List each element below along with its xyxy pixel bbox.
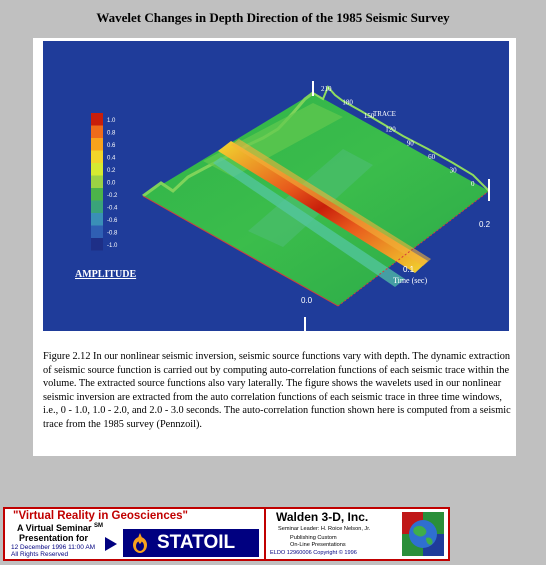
company-name: Walden 3-D, Inc. <box>276 510 369 524</box>
online-line: On-Line Presentations <box>290 542 346 548</box>
vr-title: "Virtual Reality in Geosciences" <box>13 510 188 522</box>
seminar-banner <box>3 507 450 561</box>
colorbar-tick-label: 0.2 <box>107 168 116 174</box>
statoil-logo[interactable] <box>123 529 259 557</box>
colorbar-swatch <box>91 163 103 176</box>
content-panel <box>33 38 516 456</box>
colorbar <box>91 113 118 251</box>
colorbar-swatch <box>91 113 103 126</box>
figure-caption <box>43 350 513 432</box>
sponsor-name: STATOIL <box>157 532 236 553</box>
trace-tick-label: 30 <box>449 166 457 175</box>
wavelet-3d-figure <box>43 41 509 331</box>
banner-right <box>266 509 448 559</box>
colorbar-tick-label: -0.4 <box>107 205 118 212</box>
colorbar-tick-label: -0.8 <box>107 230 118 237</box>
colorbar-tick-label: 0.6 <box>107 143 116 149</box>
copyright-line: ELDO 12960006 Copyright © 1996 <box>270 550 357 556</box>
wavelet-surface-plot <box>43 41 509 331</box>
trace-tick-label: 150 <box>363 112 375 121</box>
colorbar-tick-label: 0.8 <box>107 130 116 137</box>
colorbar-tick-label: -0.2 <box>107 193 118 199</box>
colorbar-swatch <box>91 151 103 164</box>
trace-tick-label: 180 <box>342 98 353 107</box>
time-tick-0-1: 0.1 <box>403 265 415 274</box>
colorbar-swatch <box>91 238 103 251</box>
trace-tick-label: 90 <box>406 139 414 148</box>
colorbar-tick-label: -1.0 <box>107 243 118 249</box>
caption-text: Figure 2.12 In our nonlinear seismic inversion, seismic source functions vary with depth. The dynamic extraction of seismic source function is carried out by computing auto-correlation functions of each seismic trace within the volume. The extracted source functions also vary laterally. The figure shows the wavelets used in our nonlinear seismic inversion are extracted from the auto correlation functions of each seismic trace in three time windows, i.e., 0 - 1.0, 1.0 - 2.0, and 2.0 - 3.0 seconds. The auto-correlation function shown here is computed from a seismic trace from the 1985 survey (Pennzoil). <box>43 351 511 430</box>
colorbar-swatch <box>91 201 103 214</box>
arrow-right-icon <box>105 537 117 551</box>
colorbar-swatch <box>91 188 103 201</box>
banner-left <box>5 509 266 559</box>
colorbar-tick-label: 0.0 <box>107 180 116 187</box>
seminar-label: A Virtual Seminar <box>17 523 92 533</box>
colorbar-tick-label: -0.6 <box>107 218 118 224</box>
colorbar-swatch <box>91 226 103 239</box>
seminar-date: 12 December 1996 11:00 AM <box>11 544 96 551</box>
colorbar-swatch <box>91 176 103 189</box>
publishing-line: Publishing Custom <box>290 535 337 541</box>
seminar-leader: Seminar Leader: H. Roice Nelson, Jr. <box>278 526 371 532</box>
amplitude-label: AMPLITUDE <box>75 269 137 280</box>
colorbar-swatch <box>91 138 103 151</box>
colorbar-swatch <box>91 213 103 226</box>
page-title: Wavelet Changes in Depth Direction of the 1985 Seismic Survey <box>96 10 450 25</box>
colorbar-tick-label: 0.4 <box>107 155 116 162</box>
presentation-for: Presentation for <box>19 533 89 543</box>
seminar-line <box>17 523 103 533</box>
flame-icon <box>132 533 148 553</box>
colorbar-swatch <box>91 126 103 139</box>
trace-tick-label: 60 <box>428 152 436 161</box>
time-tick-0-0: 0.0 <box>301 296 313 305</box>
time-tick-0-2: 0.2 <box>479 220 491 229</box>
trace-tick-label: 0 <box>471 180 475 188</box>
globe-logo-icon[interactable] <box>402 512 444 556</box>
time-axis-label: Time (sec) <box>393 276 428 285</box>
trace-tick-label: 120 <box>385 125 396 134</box>
trace-axis-label: TRACE <box>373 110 396 118</box>
rights: All Rights Reserved <box>11 551 69 558</box>
trace-tick-label: 210 <box>321 85 332 93</box>
sm-mark: SM <box>94 523 104 529</box>
colorbar-tick-label: 1.0 <box>107 118 116 124</box>
